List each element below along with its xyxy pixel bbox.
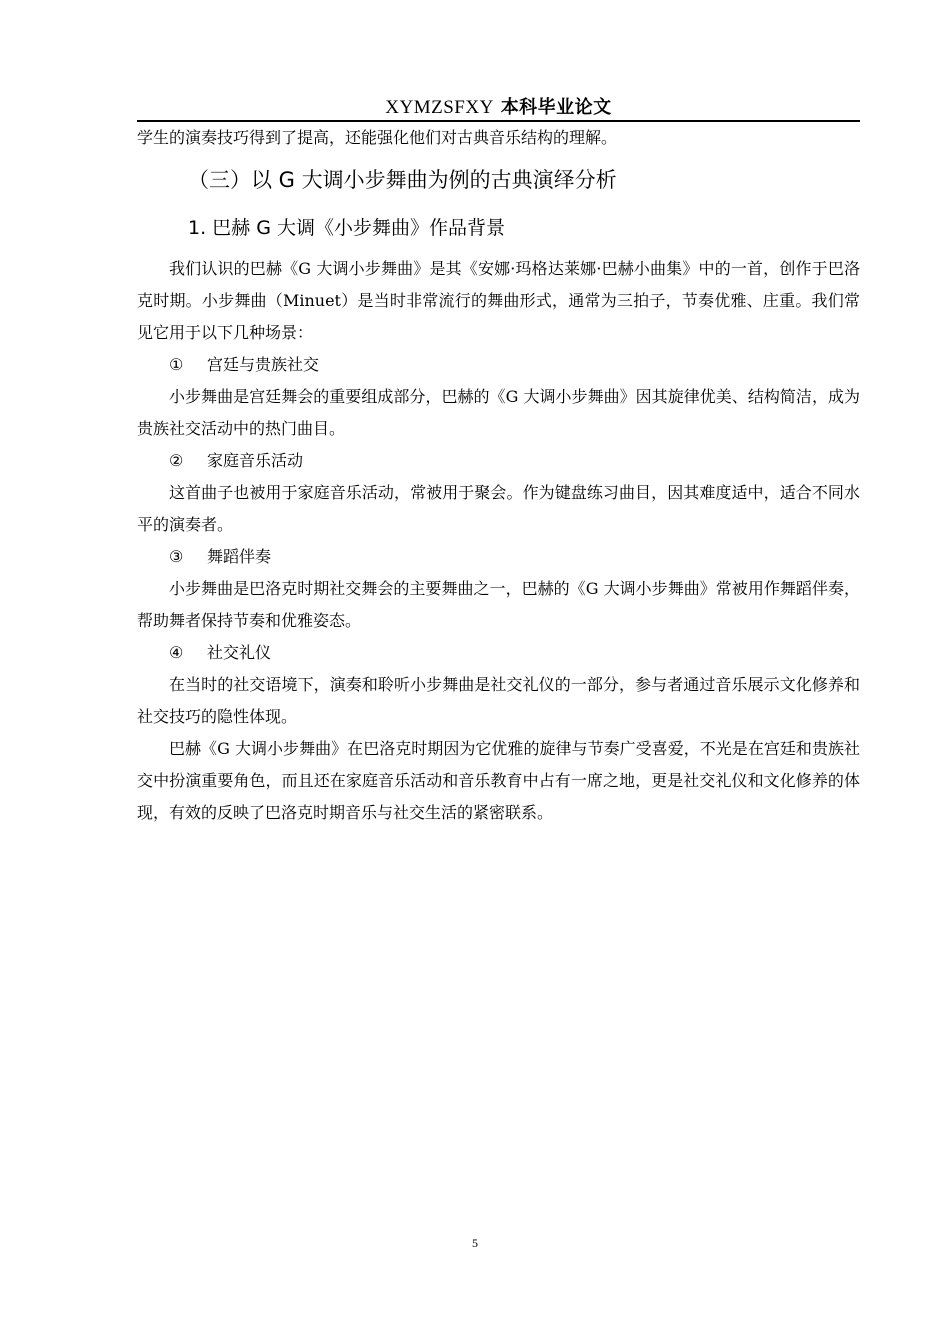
main-body — [137, 253, 860, 829]
list-item-label: 家庭音乐活动 — [207, 451, 304, 470]
list-item-label: 舞蹈伴奏 — [207, 547, 272, 566]
list-marker: ④ — [169, 643, 184, 662]
list-item-dance — [137, 541, 860, 573]
intro-block — [137, 122, 860, 154]
list-item-family — [137, 445, 860, 477]
paragraph-dance: 小步舞曲是巴洛克时期社交舞会的主要舞曲之一，巴赫的《G 大调小步舞曲》常被用作舞蹈伴奏，帮助舞者保持节奏和优雅姿态。 — [137, 579, 860, 630]
subsection-heading: 1. 巴赫 G 大调《小步舞曲》作品背景 — [188, 217, 505, 239]
list-item-etiquette — [137, 637, 860, 669]
running-header — [137, 92, 860, 122]
intro-line: 学生的演奏技巧得到了提高，还能强化他们对古典音乐结构的理解。 — [137, 128, 618, 147]
list-item-court — [137, 349, 860, 381]
paragraph-court: 小步舞曲是宫廷舞会的重要组成部分，巴赫的《G 大调小步舞曲》因其旋律优美、结构简洁，成为贵族社交活动中的热门曲目。 — [137, 387, 860, 438]
section-heading: （三）以 G 大调小步舞曲为例的古典演绎分析 — [188, 168, 617, 192]
header-school-code: XYMZSFXY — [385, 97, 494, 118]
list-marker: ② — [169, 451, 184, 470]
paragraph-family: 这首曲子也被用于家庭音乐活动，常被用于聚会。作为键盘练习曲目，因其难度适中，适合不同水平的演奏者。 — [137, 483, 860, 534]
page-number: 5 — [472, 1236, 478, 1250]
list-marker: ③ — [169, 547, 184, 566]
header-thesis-type: 本科毕业论文 — [500, 97, 612, 118]
list-item-label: 社交礼仪 — [207, 643, 272, 662]
list-item-label: 宫廷与贵族社交 — [207, 355, 320, 374]
list-marker: ① — [169, 355, 184, 374]
paragraph-background: 我们认识的巴赫《G 大调小步舞曲》是其《安娜·玛格达莱娜·巴赫小曲集》中的一首，创作于巴洛克时期。小步舞曲（Minuet）是当时非常流行的舞曲形式，通常为三拍子，节奏优雅、庄重。我们常见它用于以下几种场景： — [137, 259, 860, 342]
paragraph-etiquette: 在当时的社交语境下，演奏和聆听小步舞曲是社交礼仪的一部分，参与者通过音乐展示文化修养和社交技巧的隐性体现。 — [137, 675, 860, 726]
paragraph-conclusion: 巴赫《G 大调小步舞曲》在巴洛克时期因为它优雅的旋律与节奏广受喜爱，不光是在宫廷和贵族社交中扮演重要角色，而且还在家庭音乐活动和音乐教育中占有一席之地，更是社交礼仪和文化修养的体现，有效的反映了巴洛克时期音乐与社交生活的紧密联系。 — [137, 739, 860, 822]
